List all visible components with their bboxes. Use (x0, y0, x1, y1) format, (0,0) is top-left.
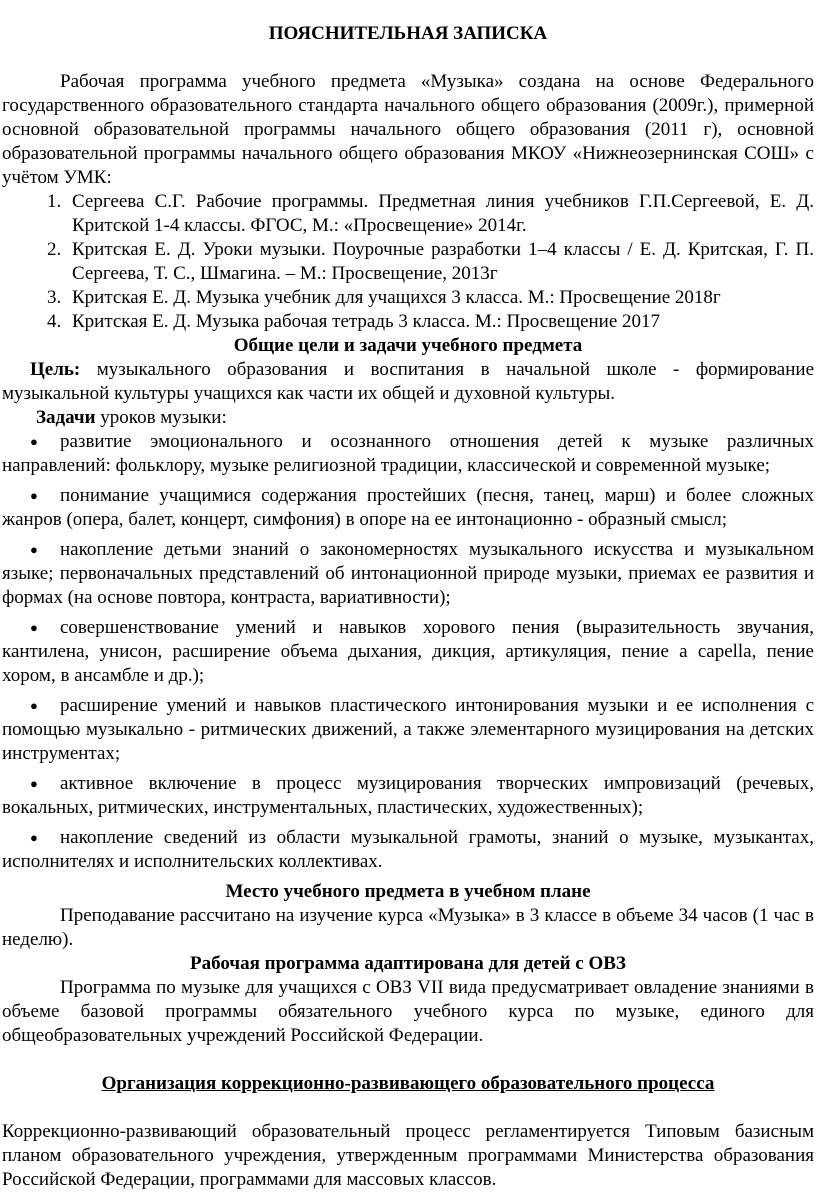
task-item (2, 538, 814, 610)
bullet-icon: ● (30, 488, 38, 503)
task-text: совершенствование умений и навыков хорового пения (выразительность звучания, кантилена, унисон, расширение объема дыхания, дикция, артикуляция, пение a capella, пение хором, в ансамбле и др.); (2, 617, 814, 686)
task-item (2, 616, 814, 688)
umk-item: 2. Критская Е. Д. Уроки музыки. Поурочные разработки 1–4 классы / Е. Д. Критская, Г. П. Сергеева, Т. С., Шмагина. – М.: Просвещение, 2013г (66, 238, 814, 286)
task-text: расширение умений и навыков пластического интонирования музыки и ее исполнения с помощью музыкально - ритмических движений, а также элементарного музицирования на детских инструментах; (2, 695, 814, 764)
tasks-list (2, 430, 814, 874)
task-item (2, 430, 814, 478)
task-item (2, 826, 814, 874)
task-item (2, 484, 814, 532)
intro-paragraph: Рабочая программа учебного предмета «Музыка» создана на основе Федерального государственного образовательного стандарта начального общего образования (2009г.), примерной основной образовательной программы начального общего образования (2011 г), основной образовательной программы начального общего образования МКОУ «Нижнеозернинская СОШ» с учётом УМК: (2, 71, 814, 188)
task-text: развитие эмоционального и осознанного отношения детей к музыке различных направлений: фольклору, музыке религиозной традиции, классической и современной музыке; (2, 431, 814, 476)
tasks-suffix: уроков музыки: (95, 407, 227, 428)
bullet-icon: ● (30, 620, 38, 635)
goal-paragraph (2, 358, 814, 406)
task-text: понимание учащимися содержания простейших (песня, танец, марш) и более сложных жанров (опера, балет, концерт, симфония) в опоре на ее интонационно - образный смысл; (2, 485, 814, 530)
place-heading: Место учебного предмета в учебном плане (225, 881, 591, 902)
ovz-paragraph: Программа по музыке для учащихся с ОВЗ VII вида предусматривает овладение знаниями в объеме базовой программы обязательного учебного курса по музыке, единого для общеобразовательных учреждений Российской Федерации. (2, 977, 814, 1046)
ovz-heading: Рабочая программа адаптирована для детей с ОВЗ (190, 953, 626, 974)
task-text: накопление детьми знаний о закономерностях музыкального искусства и музыкальном языке; первоначальных представлений об интонационной природе музыки, приемах ее развития и формах (на основе повтора, контраста, вариативности); (2, 539, 814, 608)
bullet-icon: ● (30, 698, 38, 713)
goal-label: Цель: (30, 359, 81, 380)
tasks-label: Задачи (36, 407, 96, 428)
bullet-icon: ● (30, 830, 38, 845)
goals-heading: Общие цели и задачи учебного предмета (233, 335, 583, 356)
bullet-icon: ● (30, 434, 38, 449)
place-paragraph: Преподавание рассчитано на изучение курса «Музыка» в 3 классе в объеме 34 часов (1 час в неделю). (2, 905, 814, 950)
task-item (2, 772, 814, 820)
umk-list (2, 190, 814, 334)
task-text: накопление сведений из области музыкальной грамоты, знаний о музыке, музыкантах, исполнителях и исполнительских коллективах. (2, 827, 814, 872)
goal-text: музыкального образования и воспитания в начальной школе - формирование музыкальной культуры учащихся как части их общей и духовной культуры. (2, 359, 814, 404)
umk-item: 4. Критская Е. Д. Музыка рабочая тетрадь 3 класса. М.: Просвещение 2017 (66, 310, 814, 334)
org-paragraph: Коррекционно-развивающий образовательный процесс регламентируется Типовым базисным планом образовательного учреждения, утвержденным программами Министерства образования Российской Федерации, программами для массовых классов. (2, 1121, 814, 1190)
tasks-intro (2, 406, 814, 430)
task-text: активное включение в процесс музицирования творческих импровизаций (речевых, вокальных, ритмических, инструментальных, пластических, художественных); (2, 773, 814, 818)
org-heading: Организация коррекционно-развивающего образовательного процесса (101, 1073, 715, 1094)
bullet-icon: ● (30, 776, 38, 791)
document-title: ПОЯСНИТЕЛЬНАЯ ЗАПИСКА (268, 23, 548, 44)
umk-item: 1. Сергеева С.Г. Рабочие программы. Предметная линия учебников Г.П.Сергеевой, Е. Д. Критской 1-4 классы. ФГОС, М.: «Просвещение» 2014г. (66, 190, 814, 238)
umk-item: 3. Критская Е. Д. Музыка учебник для учащихся 3 класса. М.: Просвещение 2018г (66, 286, 814, 310)
task-item (2, 694, 814, 766)
bullet-icon: ● (30, 542, 38, 557)
